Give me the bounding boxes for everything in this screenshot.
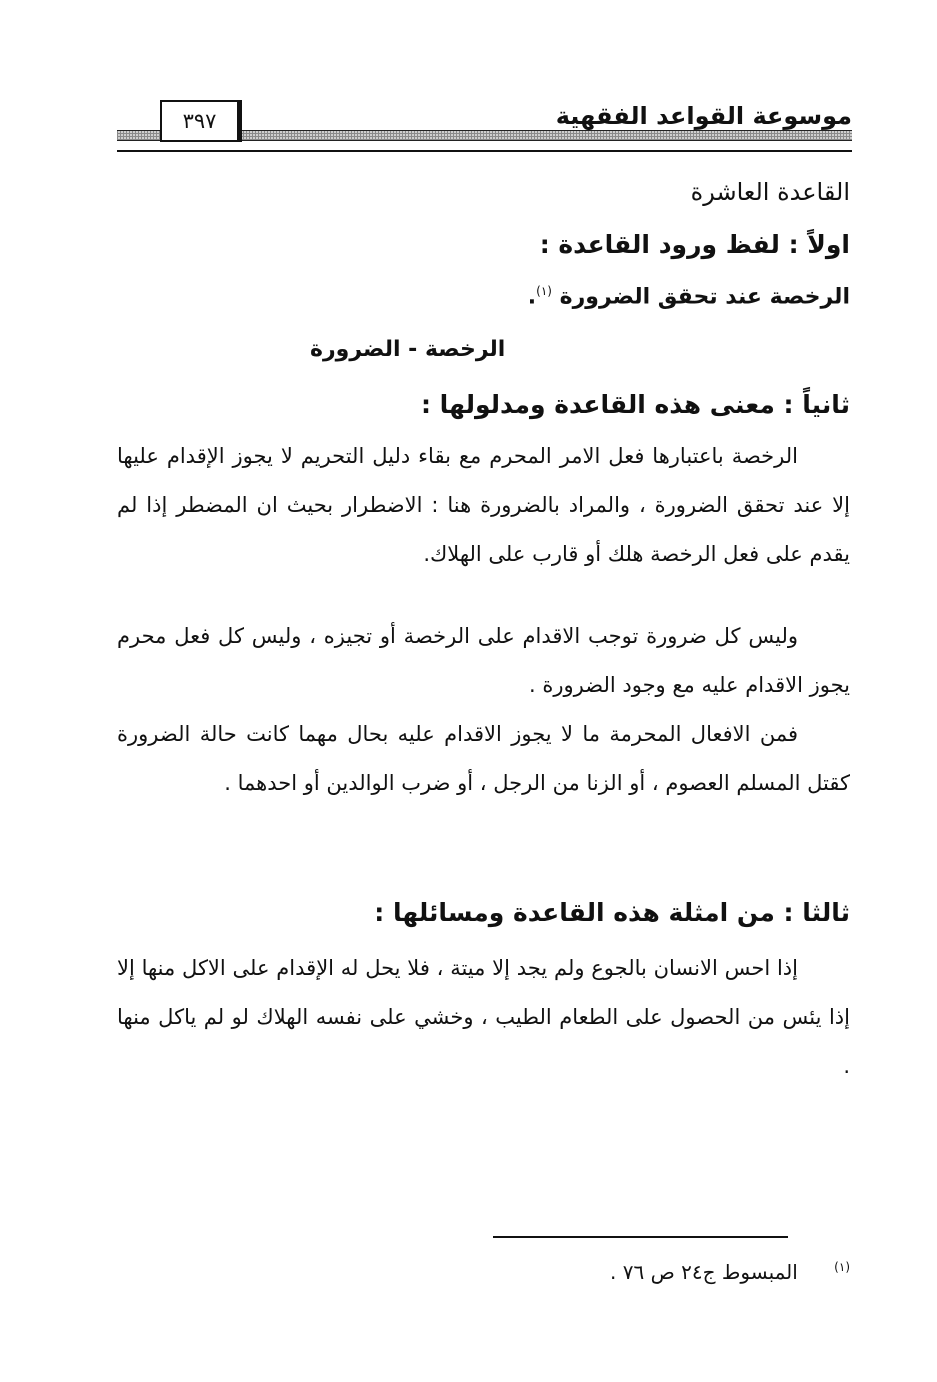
footnote-number: (١)	[834, 1260, 850, 1275]
heading-rule-wording: اولاً : لفظ ورود القاعدة :	[539, 230, 850, 259]
footnote-separator	[493, 1236, 788, 1238]
page-number: ٣٩٧	[182, 109, 217, 133]
paragraph-meaning-3: فمن الافعال المحرمة ما لا يجوز الاقدام عليه بحال مهما كانت حالة الضرورة كقتل المسلم العصوم ، أو الزنا من الرجل ، أو ضرب الوالدين أو احدهما .	[117, 722, 850, 795]
page-number-box	[160, 100, 242, 142]
rule-end-mark: .	[527, 284, 537, 310]
heading-rule-meaning: ثانياً : معنى هذه القاعدة ومدلولها :	[420, 390, 850, 419]
header-rule	[117, 150, 852, 152]
book-title: موسوعة القواعد الفقهية	[550, 102, 852, 130]
heading-rule-examples: ثالثا : من امثلة هذه القاعدة ومسائلها :	[374, 898, 850, 927]
paragraph-meaning-1: الرخصة باعتبارها فعل الامر المحرم مع بقاء دليل التحريم لا يجوز الإقدام عليها إلا عند تحقق الضرورة ، والمراد بالضرورة هنا : الاضطرار بحيث ان المضطر إذا لم يقدم على فعل الرخصة هلك أو قارب على الهلاك.	[117, 444, 850, 566]
keywords-text: الرخصة - الضرورة	[310, 337, 506, 362]
paragraph-meaning-2: وليس كل ضرورة توجب الاقدام على الرخصة أو تجيزه ، وليس كل فعل محرم يجوز الاقدام عليه مع وجود الضرورة .	[117, 624, 850, 697]
rule-title: القاعدة العاشرة	[690, 178, 850, 206]
footnote	[450, 1260, 850, 1284]
footnote-marker: (١)	[536, 284, 552, 298]
rule-statement	[117, 284, 850, 309]
footnote-text: المبسوط ج٢٤ ص ٧٦ .	[610, 1260, 798, 1284]
rule-text: الرخصة عند تحقق الضرورة	[559, 284, 850, 310]
page-header	[117, 92, 852, 152]
paragraph-example-1: إذا احس الانسان بالجوع ولم يجد إلا ميتة ، فلا يحل له الإقدام على الاكل منها إلا إذا يئس من الحصول على الطعام الطيب ، وخشي على نفسه الهلاك لو لم ياكل منها .	[117, 956, 850, 1078]
